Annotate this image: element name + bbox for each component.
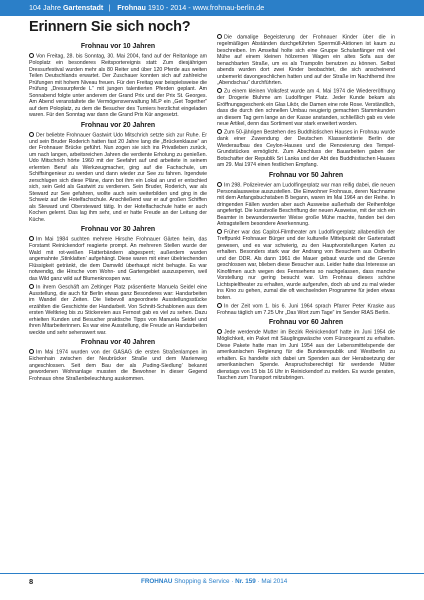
paragraph: Zum 50-jährigen Bestehen des Buddhistischen Hauses in Frohnau wurde dank einer Zuwendung der Deutschen Klassenlotterie Berlin der Wiederaufbau des Ceylon-Hauses und die Renovierung des Tempel-Grundstückes ermöglicht. Zum Abschluss der Bauarbeiten gaben der Botschafter der Republik Sri Lanka und der Abt des Buddhistischen Hauses am 29. Mai 1974 einen festlichen Empfang. <box>217 129 395 168</box>
paragraph: Von Freitag, 28. bis Sonntag, 30. Mai 2004, fand auf der Reitanlage am Poloplatz ein besonderes Reitsportereignis statt: Zum diesjährigen Dressurfestival wurden mehr als 80 Reiter und über 120 Pferde aus weiten Teilen Deutschlands erwartet. Der Zuschauer konnten sich auf zahlreiche Prüfungen mit hohem Niveau freuen. Für den Freitag war beispielsweise die Prüfung „Dressurpferde L“ mit jungen talentierten Pferden geplant. Am Sonnabend folgte unter anderem der Grand Prix und der Prix St. Georges. Am Abend veranstaltete die Vermögensverwaltung MLP ein „Get Together“ auf dem Poloplatz, zu dem die Besucher des Turniers herzlichst eingeladen waren. Für den Sonntag war dann die Grand Prix Kür angesetzt. <box>29 53 207 118</box>
bullet-icon <box>29 236 34 241</box>
paragraph: Die damalige Begeisterung der Frohnauer Kinder über die in regelmäßigen Abständen durchgeführten Sperrmüll-Aktionen ist kaum zu beschreiben. Im Amseltal holte sich eine Gruppe Schulanfänger mit viel Mühe auf einem kleinen hölzernen Wagen ein altes Sofa aus der benachbarten Straße, um es als Trampolin benutzen zu können. Selbst abends wurden dort zwei Kinder beobachtet, die sich anscheinend unbemerkt davongeschlichen hatten und auf der Straße im Nachthemd ihre „Abendschau“ durchführten. <box>217 34 395 86</box>
bullet-icon <box>217 329 222 334</box>
bullet-icon <box>217 129 222 134</box>
page-number: 8 <box>29 577 34 586</box>
paragraph: Zu einem kleinen Volksfest wurde am 4. Mai 1974 die Wiedereröffnung der Drogerie Bluhme am Ludolfinger Platz. Jeder Kunde bekam als Eröffnungsgeschenk ein Glas Likör, die Damen eine rote Rose. Verständlich, dass die durch den schnellen Umbau neugierig gemachten Stammkunden an diesem Tag gern lange an der Kasse anstanden, schließlich gab es viele neue Artikel, denn das Sortiment war stark erweitert worden. <box>217 88 395 127</box>
page-title: Erinnern Sie sich noch? <box>29 19 191 35</box>
paragraph: In der Zeit vom 1. bis 6. Juni 1964 sprach Pfarrer Peter Kraske aus Frohnau täglich um 7.25 Uhr „Das Wort zum Tage“ im Sender RIAS Berlin. <box>217 303 395 316</box>
paragraph: Früher war das Capitol-Filmtheater am Ludolfingerplatz allabendlich der Treffpunkt Frohnauer Bürger und der kulturelle Mittelpunkt der Gartenstadt gewesen, und es war schwierig, zu den Hauptvorstellungen Karten zu erhalten. Besonders stark war der Andrang von Besuchern aus Ostberlin und der DDR. Als dann 1961 die Mauer gebaut wurde und die Grenze geschlossen war, blieben diese Besucher aus. Leider hatte das Interesse an Kinofilmen auch wegen des Fernsehens so nachgelassen, dass manche Vorstellung nur gering besucht war. Um Frohnau dieses schöne Lichtspieltheater zu erhalten, wurde aufgerufen, doch ab und zu mal wieder ins Kino zu gehen, zumal die oft wechselnden Programme für jeden etwas boten. <box>217 229 395 301</box>
publication-line: FROHNAU Shopping & Service · Nr. 159 · Mai 2014 <box>141 578 288 585</box>
left-column <box>29 43 207 384</box>
header-part3: Frohnau <box>117 3 146 12</box>
paragraph: Der beliebte Frohnauer Gastwirt Udo Mitschrich setzte sich zur Ruhe. Er und sein Bruder Roderich hatten fast 20 Jahre lang die „Brückenklause“ an der Frohnauer Brücke geführt. Nun zogen sie sich ins Privatleben zurück, um nach langen, arbeitsreichen Jahren die verdiente Erholung zu genießen. Udo Mitschrich hörte 1960 mit der Seefahrt auf und arbeitete in seinem erlernten Beruf als Werkzeugmacher, ging auf die Fachschule, um Schiffsingenieur zu werden und dann wieder zur See zu fahren. Irgendwie zerschlugen sich diese Pläne, dann bot ihm ein Lokal an und er entschied sich, sein Geld als Gastwirt zu verdienen. Sein Bruder, Roderich, war als Steward zur See gefahren, wollte auch sein weiterbilden und ging in die Schweiz auf die Hotelfachschule. Anschließend war er auf großen Schiffen als Steward und Obersteward tätig. In der Hotelfachschule hatte er auch Kochen gelernt. Das lag ihm sehr, und er hatte Freude an der Leitung der Küche. <box>29 132 207 223</box>
bullet-icon <box>217 34 222 39</box>
bullet-icon <box>217 88 222 93</box>
paragraph: Im Mai 1984 suchten mehrere Hirsche Frohnauer Gärten heim, das Forstamt Reinickendorf reagierte prompt. An mehreren Stellen wurde der Wald mit rot-weißen Flatterbändern abgesperrt; außerdem wurden angemahnte ‚Stinklatten‘ aufgehängt. Diese waren mit einer übelriechenden Flüssigkeit getränkt, die dem Damwild überhaupt nicht behagte. Es war notwendig, die Hirsche vom Wohn- und Gartengebiet auszusperren, weil das Wild ganz wild auf Blumenknospen war. <box>29 236 207 282</box>
section-heading: Frohnau vor 20 Jahren <box>80 121 156 129</box>
header-bar <box>0 0 424 16</box>
header-part1: 104 Jahre <box>29 3 61 12</box>
section-heading: Frohnau vor 60 Jahren <box>268 319 344 326</box>
bullet-icon <box>29 53 34 58</box>
bullet-icon <box>29 284 34 289</box>
header-part4: 1910 - 2014 - www.frohnau-berlin.de <box>147 3 265 12</box>
footer-rule <box>0 573 424 574</box>
bullet-icon <box>29 349 34 354</box>
paragraph: Im Mai 1974 wurden von der GASAG die ersten Straßenlampen im Eichenhain zwischen der Neubrücker Straße und dem Marienweg angeschlossen. Seit dem Bau der als ‚Puding-Siedlung‘ bekannt gewordenen Wohnanlage mussten die Bewohner in dieser Gegend Frohnaus ohne Straßenbeleuchtung auskommen. <box>29 349 207 382</box>
header-text: 104 Jahre Gartenstadt | Frohnau 1910 - 2014 - www.frohnau-berlin.de <box>29 3 265 12</box>
paragraph: In ihrem Geschäft am Zeltinger Platz präsentierte Manuela Seidel eine Ausstellung, die auch für Berlin etwas ganz Besonderes war: Handarbeiten im Wandel der Zeiten. Die liebevoll angeordnete Ausstellungsstücke erzählten die Geschichte der Handarbeit. Von Schnitt-Schablonen aus dem ersten Weltkrieg bis zu Stickereien aus Fernost gab es viel zu sehen. Dazu erhielten Kunden und Besucher praktische Tipps von Manuela Seidel und ihren Mitarbeiterinnen. Es war eine Ausstellung, die Freude an Handarbeiten weckte und sehr sehenswert war. <box>29 284 207 336</box>
section-heading: Frohnau vor 30 Jahren <box>80 226 156 233</box>
paragraph: Im 298. Polizeirevier am Ludolfingerplatz war man reifig dabei, die neuen Personalausweise auszustellen. Die Einwohner Frohnaus, deren Nachname mit dem Anfangsbuchstaben B begann, waren im Mai 1964 an der Reihe. In dringenden Fällen wurden aber auch Ausweise außerhalb der Reihenfolge angefertigt. Die kunstvolle Beschriftung der neuen Ausweise, mit der sich ein Beamter in bewunderswerter Weise große Mühe machte, fanden bei den Antragstellern besondere Anerkennung. <box>217 182 396 227</box>
section-heading: Frohnau vor 40 Jahren <box>80 339 156 346</box>
section-heading: Frohnau vor 10 Jahren <box>80 43 156 50</box>
paragraph: Jede werdende Mutter im Bezirk Reinickendorf hatte im Juni 1954 die Möglichkeit, ein Paket mit Säuglingswäsche vom Fürsorgeamt zu erhalten. Diese Pakete hatte man im Juni 1954 aus der Lebensmittelspende der amerikanischen Regierung für die Bundesrepublik und Westberlin zu erhalten. Es handelte sich dabei um Spenden aus der Herabsetzung der amerikanischen Spende. Anspruchsberechtigt für werdende Mütter dienstags von 15 bis 16 Uhr in Reinickendorf zu melden. Es wurde geraten, Taschen zum Transport mitzubringen. <box>217 329 395 381</box>
bullet-icon <box>217 303 222 308</box>
section-heading: Frohnau vor 50 Jahren <box>268 171 344 179</box>
bullet-icon <box>217 182 222 187</box>
bullet-icon <box>29 132 34 137</box>
bullet-icon <box>217 229 222 234</box>
right-column <box>217 34 395 383</box>
footer <box>0 573 424 591</box>
header-part2: Gartenstadt <box>62 3 104 12</box>
